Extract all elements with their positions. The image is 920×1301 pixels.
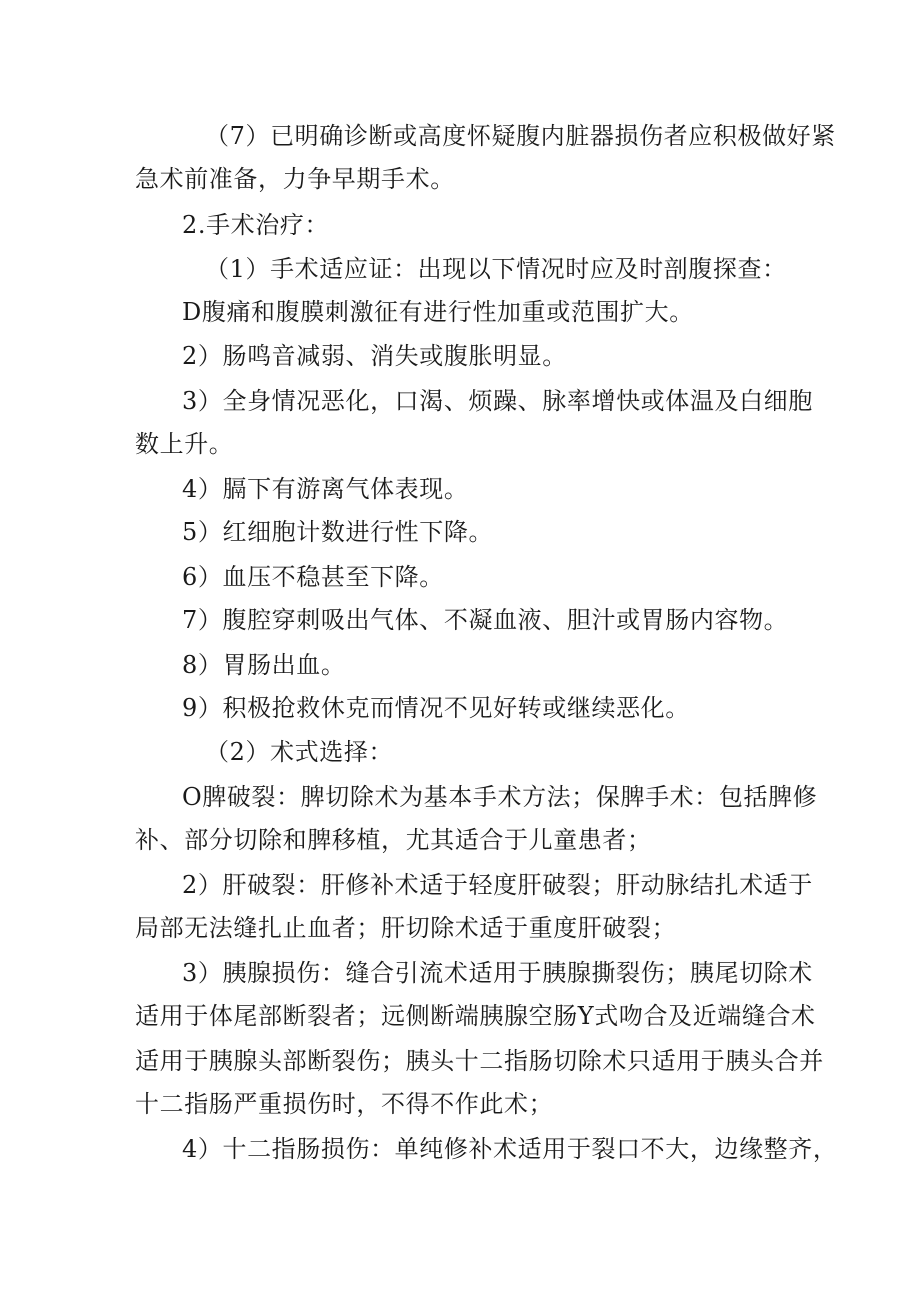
subsection-heading: （1）手术适应证：出现以下情况时应及时剖腹探查： bbox=[205, 255, 787, 283]
list-item: 4）十二指肠损伤：单纯修补术适用于裂口不大，边缘整齐， bbox=[182, 1135, 838, 1163]
list-item: 8）胃肠出血。 bbox=[182, 651, 346, 679]
list-item-continuation: 适用于胰腺头部断裂伤；胰头十二指肠切除术只适用于胰头合并 bbox=[135, 1047, 824, 1075]
section-heading: 2.手术治疗： bbox=[182, 211, 330, 239]
list-item: 9）积极抢救休克而情况不见好转或继续恶化。 bbox=[182, 694, 690, 722]
list-item: 6）血压不稳甚至下降。 bbox=[182, 563, 444, 591]
list-item: 3）全身情况恶化，口渴、烦躁、脉率增快或体温及白细胞 bbox=[182, 387, 813, 415]
text-line: （7）已明确诊断或高度怀疑腹内脏器损伤者应积极做好紧 bbox=[205, 122, 836, 150]
list-item: D腹痛和腹膜刺激征有进行性加重或范围扩大。 bbox=[182, 298, 694, 326]
subsection-heading: （2）术式选择： bbox=[205, 738, 394, 766]
list-item-continuation: 局部无法缝扎止血者；肝切除术适于重度肝破裂； bbox=[135, 914, 677, 942]
list-item-continuation: 补、部分切除和脾移植，尤其适合于儿童患者； bbox=[135, 826, 652, 854]
list-item-continuation: 十二指肠严重损伤时，不得不作此术； bbox=[135, 1090, 554, 1118]
list-item: O脾破裂：脾切除术为基本手术方法；保脾手术：包括脾修 bbox=[182, 783, 818, 811]
list-item: 5）红细胞计数进行性下降。 bbox=[182, 518, 494, 546]
list-item-continuation: 适用于体尾部断裂者；远侧断端胰腺空肠Y式吻合及近端缝合术 bbox=[135, 1002, 816, 1030]
text-line: 急术前准备，力争早期手术。 bbox=[135, 165, 455, 193]
list-item: 4）膈下有游离气体表现。 bbox=[182, 475, 469, 503]
list-item: 2）肝破裂：肝修补术适于轻度肝破裂；肝动脉结扎术适于 bbox=[182, 871, 813, 899]
list-item-continuation: 数上升。 bbox=[135, 430, 234, 458]
list-item: 7）腹腔穿刺吸出气体、不凝血液、胆汁或胃肠内容物。 bbox=[182, 606, 789, 634]
list-item: 2）肠鸣音减弱、消失或腹胀明显。 bbox=[182, 342, 567, 370]
list-item: 3）胰腺损伤：缝合引流术适用于胰腺撕裂伤；胰尾切除术 bbox=[182, 959, 813, 987]
